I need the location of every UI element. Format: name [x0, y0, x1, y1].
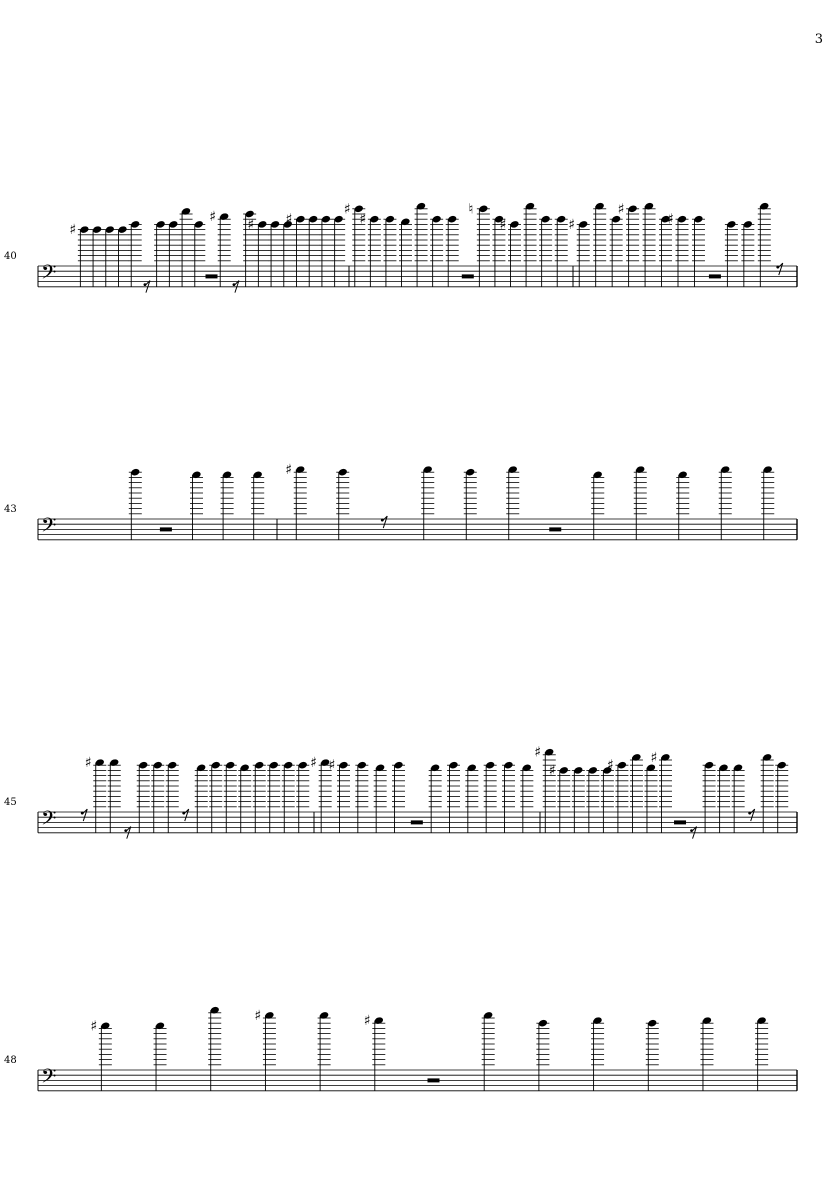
sharp-accidental: ♯ — [84, 755, 92, 772]
rest — [674, 820, 686, 824]
rest — [411, 820, 423, 824]
sharp-accidental: ♯ — [534, 744, 542, 761]
sixteenth-rest — [382, 516, 387, 528]
rest-dot — [182, 812, 185, 815]
measure-number: 45 — [4, 797, 17, 808]
sharp-accidental: ♯ — [285, 211, 293, 228]
rest-dot — [81, 812, 84, 815]
sharp-accidental: ♯ — [359, 211, 367, 228]
sharp-accidental: ♯ — [617, 201, 625, 218]
page-number: 3 — [814, 32, 823, 47]
sharp-accidental: ♯ — [499, 216, 507, 233]
sixteenth-rest — [750, 809, 755, 821]
sharp-accidental: ♯ — [254, 1007, 262, 1024]
rest — [206, 274, 218, 278]
rest-dot — [124, 829, 127, 832]
sharp-accidental: ♯ — [650, 749, 658, 766]
rest — [709, 274, 721, 278]
rest-dot — [776, 266, 779, 269]
sharp-accidental: ♯ — [247, 216, 255, 233]
bass-clef-icon: 𝄢 — [41, 806, 57, 835]
system — [4, 745, 797, 839]
system — [4, 201, 797, 292]
sharp-accidental: ♯ — [310, 755, 317, 772]
rest-dot — [144, 283, 147, 286]
sharp-accidental: ♯ — [667, 211, 674, 228]
rest — [549, 527, 561, 531]
rest-dot — [690, 829, 693, 832]
sixteenth-rest — [184, 809, 189, 821]
bass-clef-icon: 𝄢 — [41, 1064, 57, 1093]
rest-dot — [748, 812, 751, 815]
measure-number: 43 — [4, 504, 17, 515]
sharp-accidental: ♯ — [548, 762, 556, 779]
rest-dot — [233, 283, 236, 286]
rest — [160, 527, 172, 531]
sharp-accidental: ♯ — [363, 1013, 371, 1030]
sharp-accidental: ♯ — [568, 216, 576, 233]
system — [4, 1006, 797, 1093]
measure-number: 48 — [4, 1055, 17, 1066]
sharp-accidental: ♯ — [343, 201, 351, 218]
rest — [428, 1078, 440, 1082]
rest-dot — [381, 519, 384, 522]
rest — [462, 274, 474, 278]
sharp-accidental: ♯ — [209, 209, 216, 226]
sharp-accidental: ♯ — [328, 757, 336, 774]
sharp-accidental: ♯ — [606, 757, 614, 774]
bass-clef-icon: 𝄢 — [41, 260, 57, 289]
sharp-accidental: ♯ — [69, 222, 77, 239]
sixteenth-rest — [82, 809, 87, 821]
sixteenth-rest — [778, 263, 783, 275]
measure-number: 40 — [4, 251, 17, 262]
sharp-accidental: ♯ — [90, 1018, 98, 1035]
natural-accidental: ♮ — [468, 201, 474, 218]
bass-clef-icon: 𝄢 — [41, 513, 57, 542]
sharp-accidental: ♯ — [285, 462, 293, 479]
system — [4, 462, 797, 542]
